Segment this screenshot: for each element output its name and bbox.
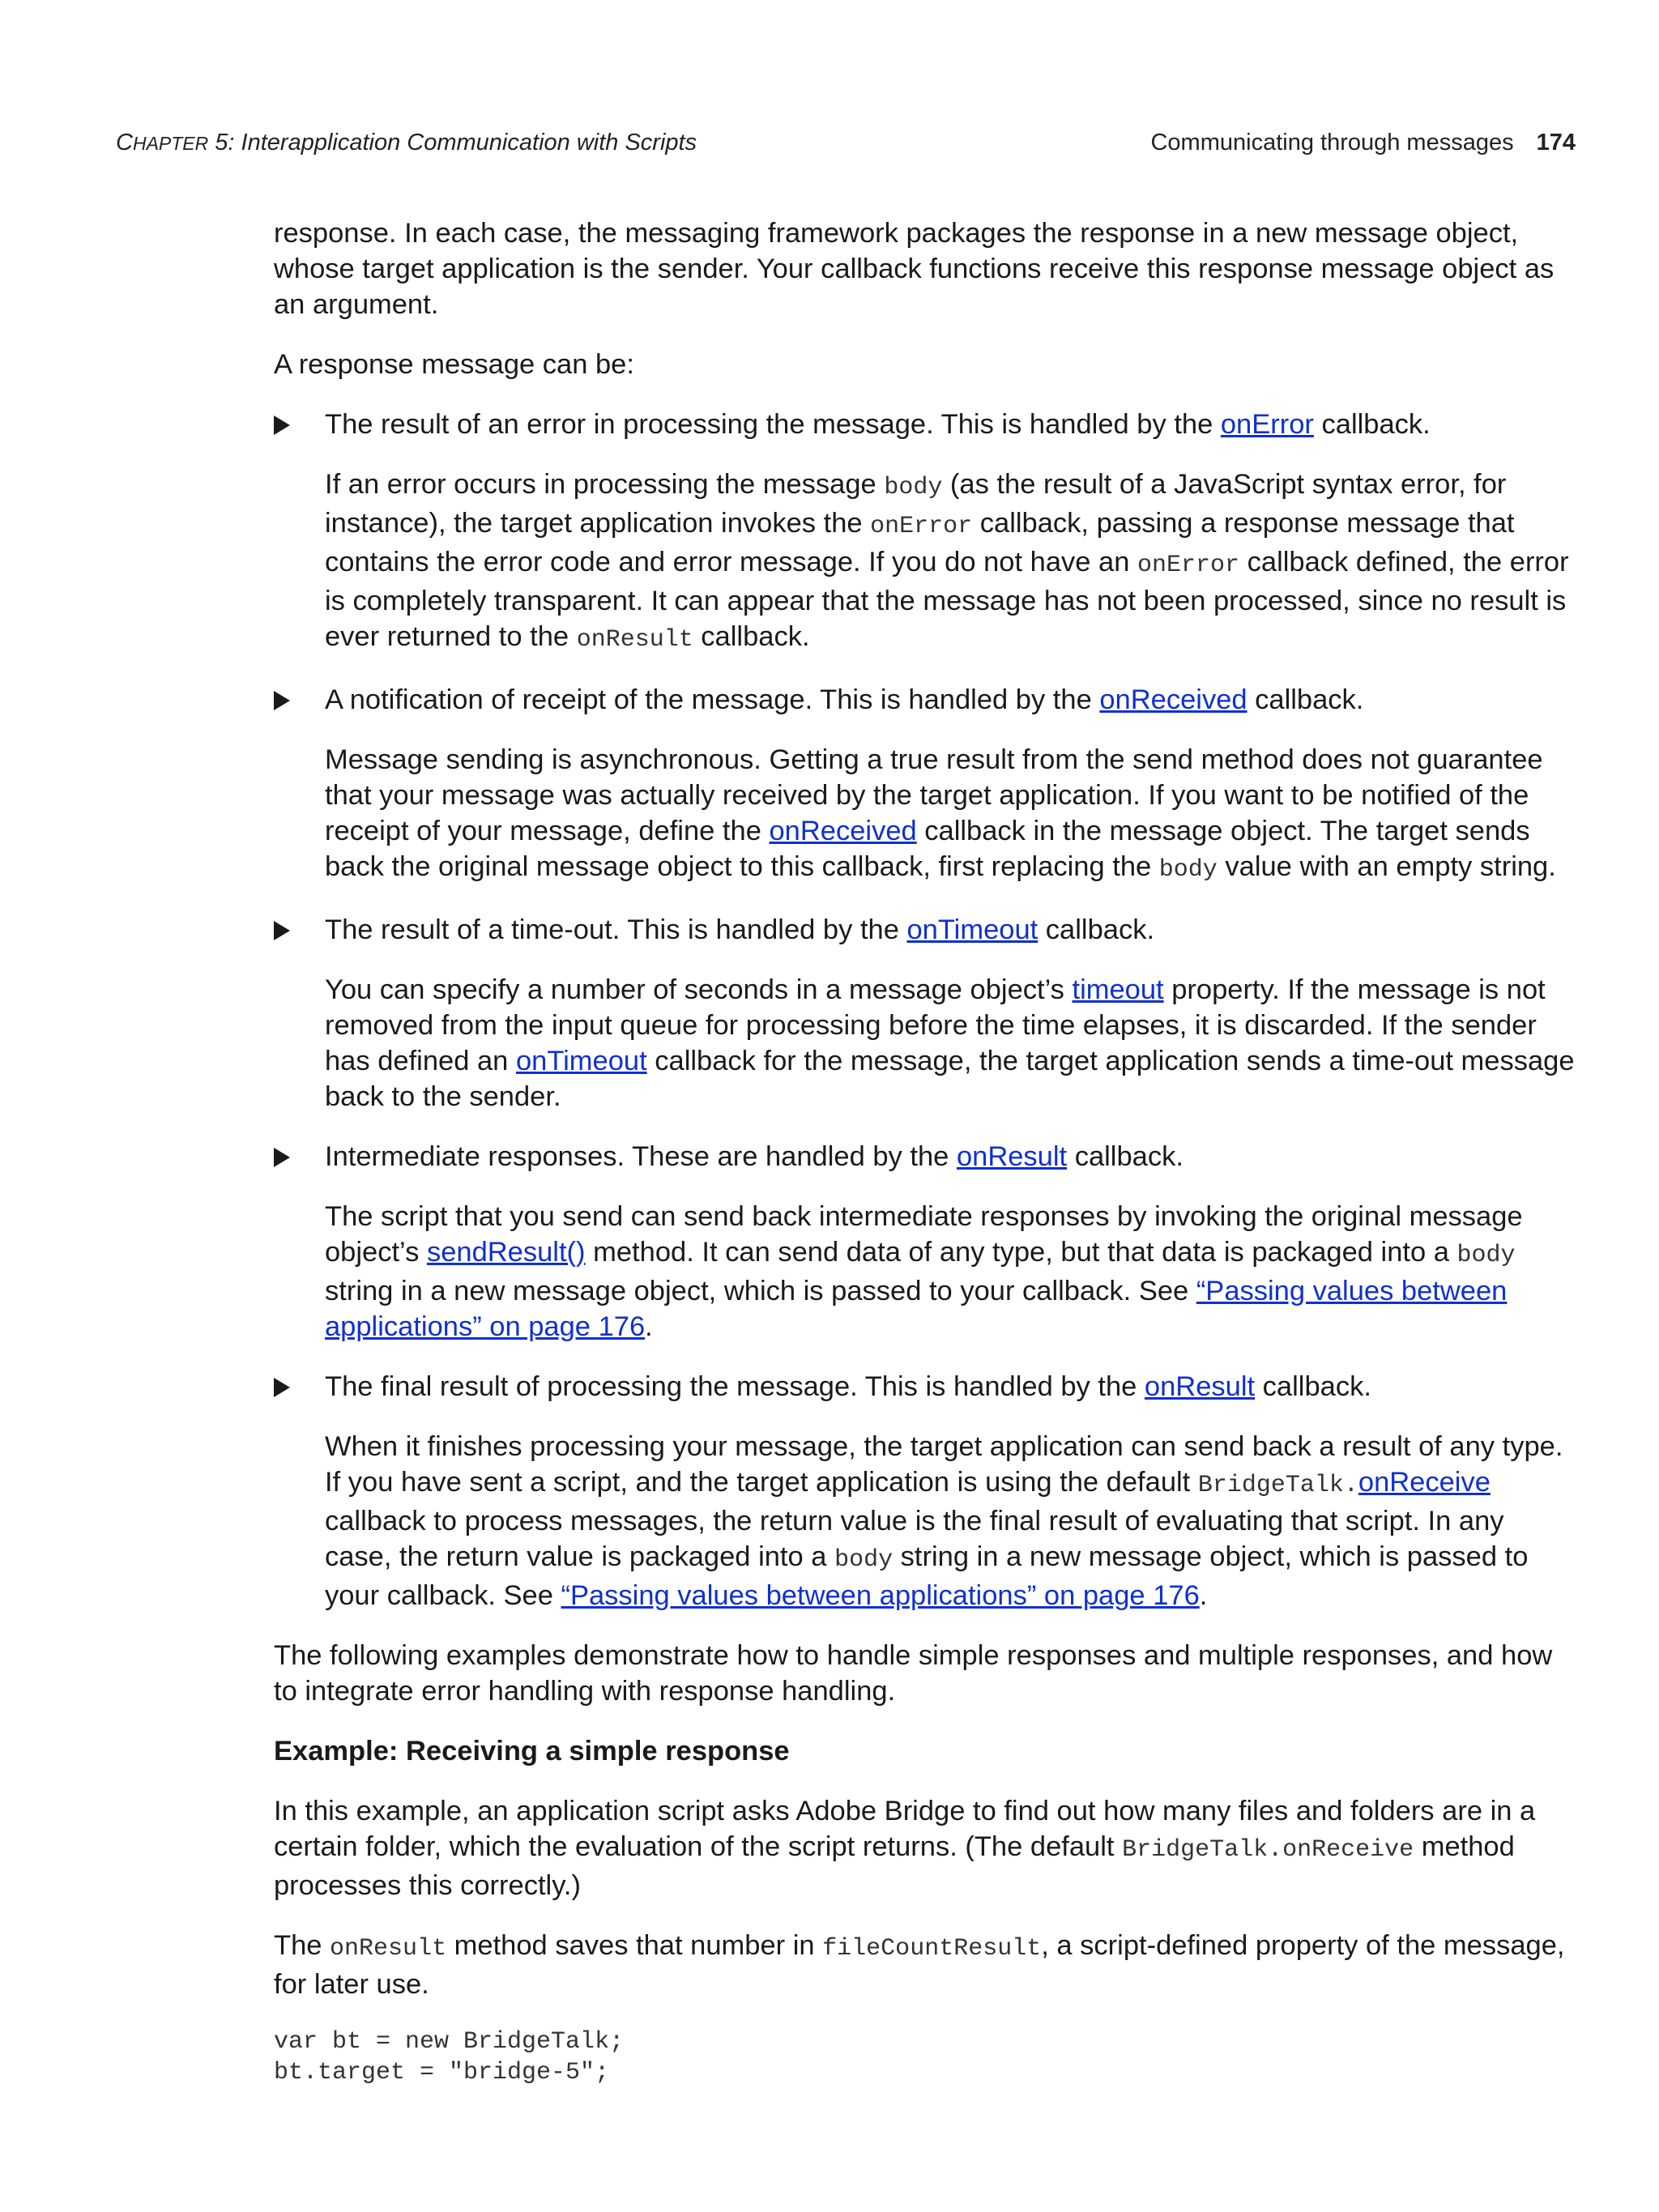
code-block [274, 2027, 1578, 2088]
bullet-item-received: A notification of receipt of the message. This is handled by the onReceived callback. [274, 682, 1578, 718]
example-paragraph-1: In this example, an application script asks Adobe Bridge to find out how many files and folders are in a certain folder, which the evaluation of the script returns. (The default BridgeTalk.onReceive method processes this correctly.) [274, 1796, 1536, 1901]
bullet-item-error: The result of an error in processing the message. This is handled by the onError callback. [274, 407, 1578, 442]
bullet-detail-final: When it finishes processing your message, the target application can send back a result of any type. If you have sent a script, and the target application is using the default BridgeTalk.onReceive callback to process messages, the return value is the final result of evaluating that script. In any case, the return value is packaged into a body string in a new message object, which is passed to your callback. See “Passing values between applications” on page 176. [325, 1431, 1563, 1611]
code-line: var bt = new BridgeTalk; [274, 2028, 625, 2056]
example-paragraph-2: The onResult method saves that number in fileCountResult, a script-defined property of the message, for later use. [274, 1930, 1565, 2000]
link-onreceived-inline[interactable]: onReceived [769, 816, 917, 846]
link-onerror[interactable]: onError [1220, 409, 1314, 440]
link-onreceived[interactable]: onReceived [1099, 684, 1247, 715]
link-onresult-final[interactable]: onResult [1144, 1371, 1256, 1402]
bullet-triangle-icon [274, 691, 290, 710]
intro-paragraph: response. In each case, the messaging framework packages the response in a new message object, whose target application is the sender. Your callback functions receive this response message object as an argument. [274, 218, 1555, 320]
bullet-triangle-icon [274, 921, 290, 940]
bullet-detail-received: Message sending is asynchronous. Getting a true result from the send method does not guarantee that your message was actually received by the target application. If you want to be notified of the receipt of your message, define the onReceived callback in the message object. The target sends back the original message object to this callback, first replacing the body value with an empty string. [325, 744, 1556, 884]
bullet-item-timeout: The result of a time-out. This is handled by the onTimeout callback. [274, 912, 1578, 948]
running-header [116, 130, 1576, 165]
bullet-triangle-icon [274, 416, 290, 435]
link-onreceive[interactable]: onReceive [1358, 1467, 1491, 1498]
bullet-detail-timeout: You can specify a number of seconds in a message object’s timeout property. If the message is not removed from the input queue for processing before the time elapses, it is discarded. If the sender has defined an onTimeout callback for the message, the target application sends a time-out message back to the sender. [325, 974, 1575, 1112]
bullet-triangle-icon [274, 1378, 290, 1397]
page-body [274, 215, 1578, 2088]
list-intro: A response message can be: [274, 349, 634, 380]
bullet-triangle-icon [274, 1148, 290, 1167]
bullet-item-final: The final result of processing the message. This is handled by the onResult callback. [274, 1369, 1578, 1404]
code-line: bt.target = "bridge-5"; [274, 2059, 610, 2086]
bullet-detail-error: If an error occurs in processing the message body (as the result of a JavaScript syntax error, for instance), the target application invokes the onError callback, passing a response message that contains the error code and error message. If you do not have an onError callback defined, the error is completely transparent. It can appear that the message has not been processed, since no result is ever returned to the onResult callback. [325, 469, 1569, 654]
page-number: 174 [1536, 130, 1576, 156]
link-passing-values[interactable]: “Passing values between applications” on page 176 [325, 1276, 1508, 1342]
section-title: Communicating through messages 174 [1150, 130, 1576, 156]
link-ontimeout-inline[interactable]: onTimeout [515, 1046, 647, 1076]
link-onresult[interactable]: onResult [956, 1141, 1068, 1172]
link-timeout-property[interactable]: timeout [1072, 974, 1164, 1005]
link-passing-values-2[interactable]: “Passing values between applications” on page 176 [561, 1580, 1200, 1611]
bullet-item-intermediate: Intermediate responses. These are handled by the onResult callback. [274, 1139, 1578, 1174]
example-heading: Example: Receiving a simple response [274, 1736, 790, 1767]
chapter-title: CHAPTER 5: Interapplication Communication with Scripts [116, 130, 697, 156]
bullet-detail-intermediate: The script that you send can send back intermediate responses by invoking the original message object’s sendResult() method. It can send data of any type, but that data is packaged into a body string in a new message object, which is passed to your callback. See “Passing values between applications” on page 176. [325, 1201, 1523, 1342]
link-ontimeout[interactable]: onTimeout [906, 914, 1038, 945]
outro-paragraph: The following examples demonstrate how to handle simple responses and multiple responses, and how to integrate error handling with response handling. [274, 1640, 1553, 1707]
link-sendresult[interactable]: sendResult() [426, 1237, 586, 1268]
